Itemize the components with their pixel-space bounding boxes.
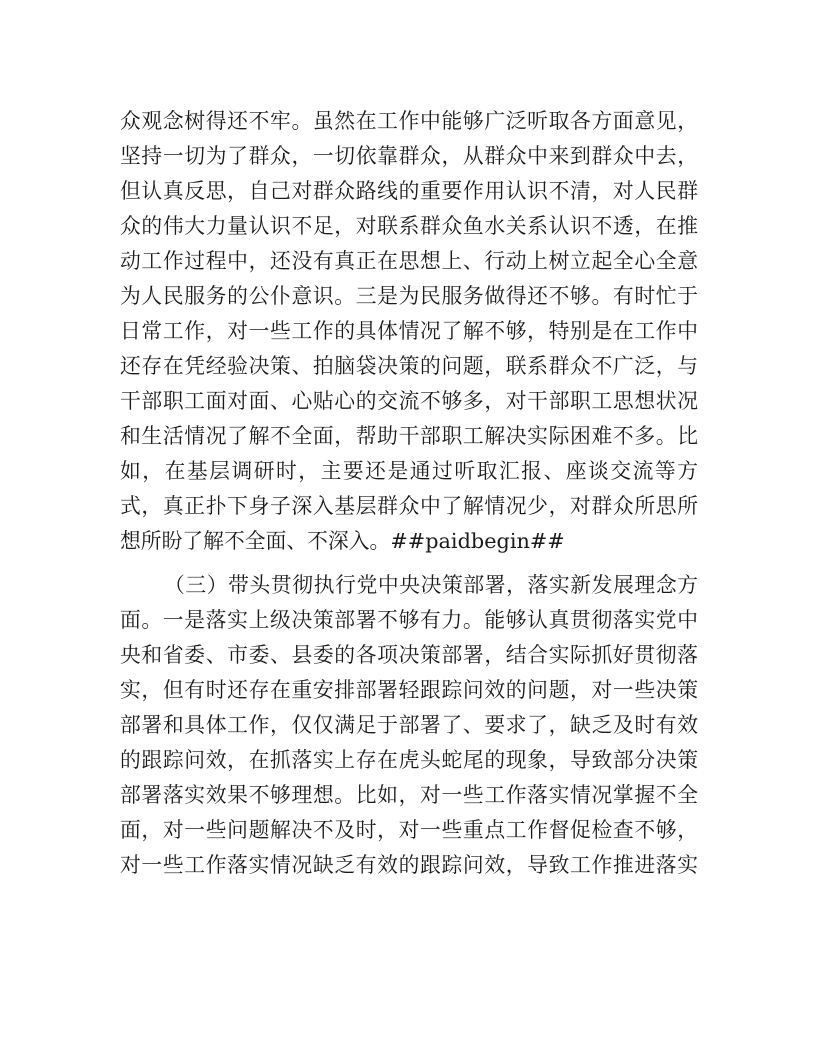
text-line: （三）带头贯彻执行党中央决策部署，落实新发展理念方 <box>164 573 698 597</box>
text-line: 动工作过程中，还没有真正在思想上、行动上树立起全心全意 <box>120 249 698 273</box>
text-line: 干部职工面对面、心贴心的交流不够多，对干部职工思想状况 <box>120 389 698 413</box>
text-line: 的跟踪问效，在抓落实上存在虎头蛇尾的现象，导致部分决策 <box>120 748 698 772</box>
text-line: 部署和具体工作，仅仅满足于部署了、要求了，缺乏及时有效 <box>120 713 698 737</box>
text-line: 但认真反思，自己对群众路线的重要作用认识不清，对人民群 <box>120 179 698 203</box>
text-line: 和生活情况了解不全面，帮助干部职工解决实际困难不多。比 <box>120 424 698 448</box>
document-page <box>120 104 698 883</box>
text-line: 众观念树得还不牢。虽然在工作中能够广泛听取各方面意见， <box>120 109 698 133</box>
text-line: 式，真正扑下身子深入基层群众中了解情况少，对群众所思所 <box>120 494 698 518</box>
text-line: 部署落实效果不够理想。比如，对一些工作落实情况掌握不全 <box>120 783 698 807</box>
text-line: 为人民服务的公仆意识。三是为民服务做得还不够。有时忙于 <box>120 284 698 308</box>
text-line: 面。一是落实上级决策部署不够有力。能够认真贯彻落实党中 <box>120 608 698 632</box>
text-line: 对一些工作落实情况缺乏有效的跟踪问效，导致工作推进落实 <box>120 853 698 877</box>
paragraph-spacer <box>120 559 698 568</box>
text-line: 坚持一切为了群众，一切依靠群众，从群众中来到群众中去， <box>120 144 698 168</box>
text-line: 面，对一些问题解决不及时，对一些重点工作督促检查不够， <box>120 818 698 842</box>
paragraph <box>120 568 698 883</box>
text-line: 实，但有时还存在重安排部署轻跟踪问效的问题，对一些决策 <box>120 678 698 702</box>
text-line: 想所盼了解不全面、不深入。##paidbegin## <box>120 529 565 553</box>
text-line: 日常工作，对一些工作的具体情况了解不够，特别是在工作中 <box>120 319 698 343</box>
text-line: 如，在基层调研时，主要还是通过听取汇报、座谈交流等方 <box>120 459 698 483</box>
text-line: 众的伟大力量认识不足，对联系群众鱼水关系认识不透，在推 <box>120 214 698 238</box>
paragraph <box>120 104 698 559</box>
text-line: 央和省委、市委、县委的各项决策部署，结合实际抓好贯彻落 <box>120 643 698 667</box>
text-line: 还存在凭经验决策、拍脑袋决策的问题，联系群众不广泛，与 <box>120 354 698 378</box>
